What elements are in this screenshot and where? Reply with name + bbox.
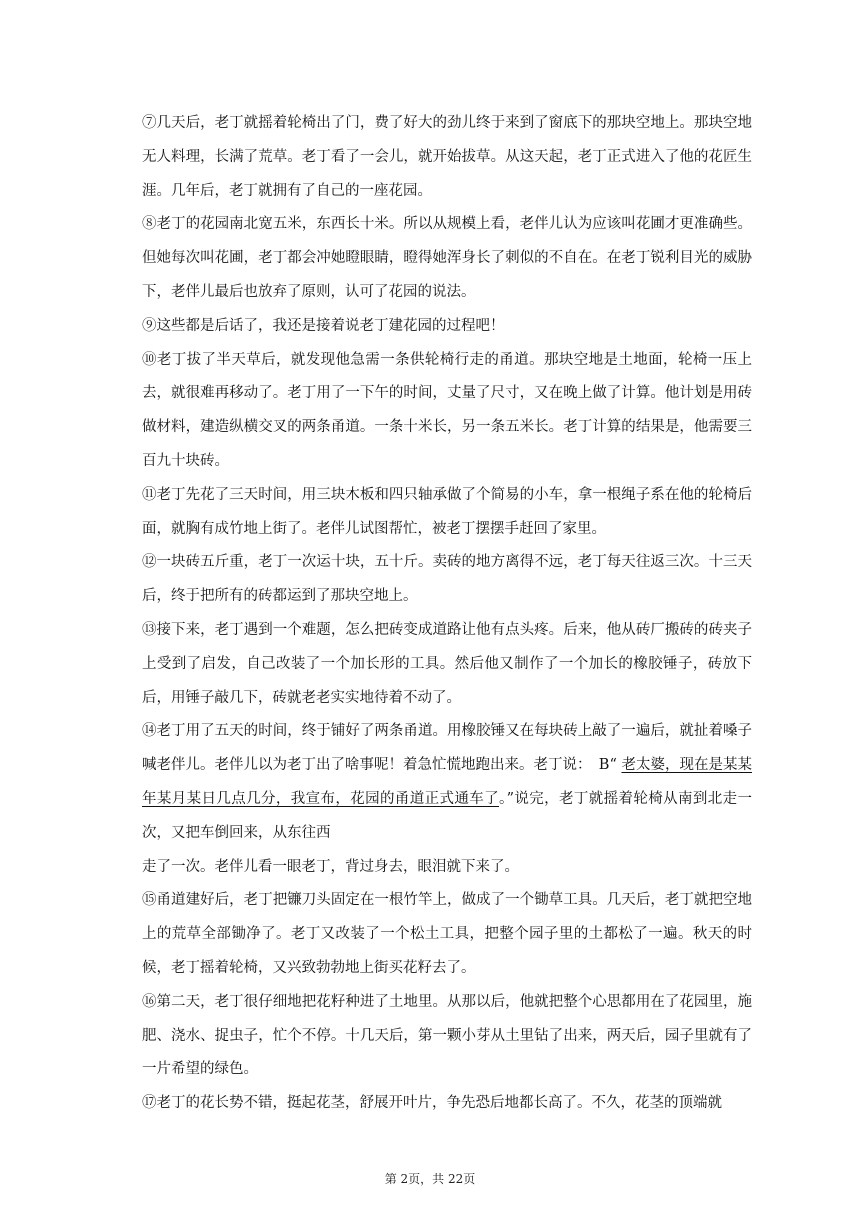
paragraph-10: ⑩老丁拔了半天草后，就发现他急需一条供轮椅行走的甬道。那块空地是土地面，轮椅一压上去，就很难再移动了。老丁用了一下午的时间，丈量了尺寸，又在晚上做了计算。他计划是用砖做材料，建造纵横交叉的两条甬道。一条十米长，另一条五米长。老丁计算的结果是，他需要三百九十块砖。 <box>142 351 752 469</box>
paragraph-13: ⑬接下来，老丁遇到一个难题，怎么把砖变成道路让他有点头疼。后来，他从砖厂搬砖的砖夹子上受到了启发，自己改装了一个加长形的工具。然后他又制作了一个加长的橡胶锤子，砖放下后，用锤子敲几下，砖就老老实实地待着不动了。 <box>142 621 752 706</box>
underlined-quote: 老太婆，现在是某某年某月某日几点几分，我宣布，花园的甬道正式通车了 <box>142 757 752 807</box>
paragraph-8: ⑧老丁的花园南北宽五米，东西长十米。所以从规模上看，老伴儿认为应该叫花圃才更准确些。但她每次叫花圃，老丁都会冲她瞪眼睛，瞪得她浑身长了刺似的不自在。在老丁锐利目光的威胁下，老伴儿最后也放弃了原则，认可了花园的说法。 <box>142 216 752 300</box>
paragraph-11: ⑪老丁先花了三天时间，用三块木板和四只轴承做了个简易的小车，拿一根绳子系在他的轮椅后面，就胸有成竹地上街了。老伴儿试图帮忙，被老丁摆摆手赶回了家里。 <box>142 486 752 537</box>
document-body <box>142 107 752 1121</box>
paragraph-15: ⑮甬道建好后，老丁把镰刀头固定在一根竹竿上，做成了一个锄草工具。几天后，老丁就把空地上的荒草全部锄净了。老丁又改装了一个松土工具，把整个园子里的土都松了一遍。秋天的时候，老丁摇着轮椅，又兴致勃勃地上街买花籽去了。 <box>142 892 752 976</box>
paragraph-14-text-after: 。”说完，老丁就摇着轮椅从南到北走一次，又把车倒回来，从东往西 <box>142 790 753 841</box>
paragraph-14 <box>142 715 752 850</box>
paragraph-14-text-before: ⑭老丁用了五天的时间，终于铺好了两条甬道。用橡胶锤又在每块砖上敲了一遍后，就扯着嗓子喊老伴儿。老伴儿以为老丁出了啥事呢！着急忙慌地跑出来。老丁说： B“ <box>142 723 752 774</box>
paragraph-12: ⑫一块砖五斤重，老丁一次运十块，五十斤。卖砖的地方离得不远，老丁每天往返三次。十三天后，终于把所有的砖都运到了那块空地上。 <box>142 554 752 605</box>
paragraph-17: ⑰老丁的花长势不错，挺起花茎，舒展开叶片，争先恐后地都长高了。不久，花茎的顶端就 <box>142 1095 722 1112</box>
paragraph-7: ⑦几天后，老丁就摇着轮椅出了门，费了好大的劲儿终于来到了窗底下的那块空地上。那块空地无人料理，长满了荒草。老丁看了一会儿，就开始拔草。从这天起，老丁正式进入了他的花匠生涯。几年后，老丁就拥有了自己的一座花园。 <box>142 115 752 199</box>
paragraph-16: ⑯第二天，老丁很仔细地把花籽种进了土地里。从那以后，他就把整个心思都用在了花园里，施肥、浇水、捉虫子，忙个不停。十几天后，第一颗小芽从土里钻了出来，两天后，园子里就有了一片希望的绿色。 <box>142 993 752 1078</box>
paragraph-9: ⑨这些都是后话了，我还是接着说老丁建花园的过程吧！ <box>142 317 505 334</box>
paragraph-14-continuation: 走了一次。老伴儿看一眼老丁，背过身去，眼泪就下来了。 <box>142 858 519 875</box>
page-footer: 第 2页，共 22页 <box>384 1172 476 1186</box>
